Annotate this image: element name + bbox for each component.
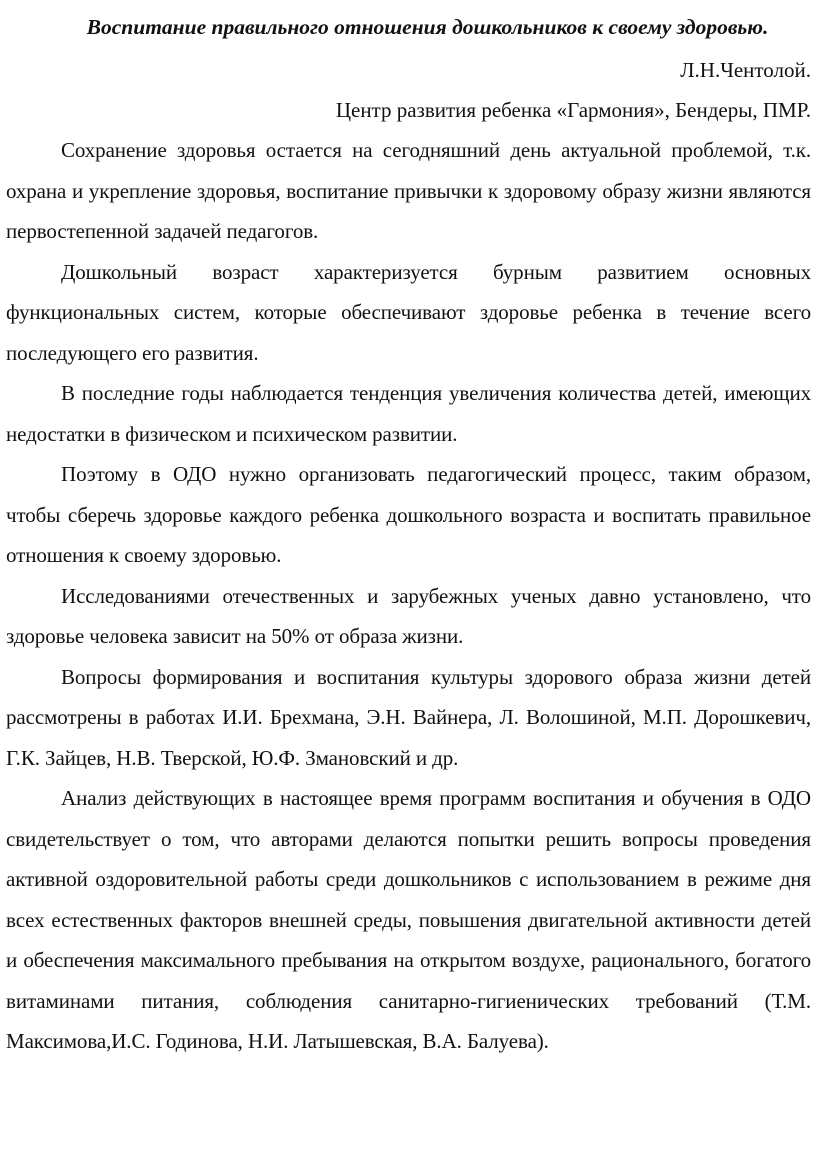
author-name: Л.Н.Чентолой. [680, 58, 811, 82]
paragraph-5: Исследованиями отечественных и зарубежных ученых давно установлено, что здоровье человека зависит на 50% от образа жизни. [6, 583, 811, 648]
paragraph-3: В последние годы наблюдается тенденция увеличения количества детей, имеющих недостатки в физическом и психическом развитии. [6, 381, 811, 446]
paragraph-2: Дошкольный возраст характеризуется бурным развитием основных функциональных систем, которые обеспечивают здоровье ребенка в течение всего последующего его развития. [6, 259, 811, 365]
paragraph-6: Вопросы формирования и воспитания культуры здорового образа жизни детей рассмотрены в работах И.И. Брехмана, Э.Н. Вайнера, Л. Волошиной, М.П. Дорошкевич, Г.К. Зайцев, Н.В. Тверской, Ю.Ф. Змановский и др. [6, 664, 811, 770]
organization-line: Центр развития ребенка «Гармония», Бендеры, ПМР. [335, 98, 811, 122]
paragraph-4: Поэтому в ОДО нужно организовать педагогический процесс, таким образом, чтобы сберечь здоровье каждого ребенка дошкольного возраста и воспитать правильное отношения к своему здоровью. [6, 462, 811, 567]
document-title: Воспитание правильного отношения дошкольников к своему здоровью. [86, 15, 769, 39]
paragraph-1: Сохранение здоровья остается на сегодняшний день актуальной проблемой, т.к. охрана и укрепление здоровья, воспитание привычки к здоровому образу жизни являются первостепенной задачей педагогов. [6, 138, 811, 243]
paragraph-7: Анализ действующих в настоящее время программ воспитания и обучения в ОДО свидетельствует о том, что авторами делаются попытки решить вопросы проведения активной оздоровительной работы среди дошкольников с использованием в режиме дня всех естественных факторов внешней среды, повышения двигательной активности детей и обеспечения максимального пребывания на открытом воздухе, рационального, богатого витаминами питания, соблюдения санитарно-гигиенических требований (Т.М. Максимова,И.С. Годинова, Н.И. Латышевская, В.А. Балуева). [6, 786, 811, 1053]
